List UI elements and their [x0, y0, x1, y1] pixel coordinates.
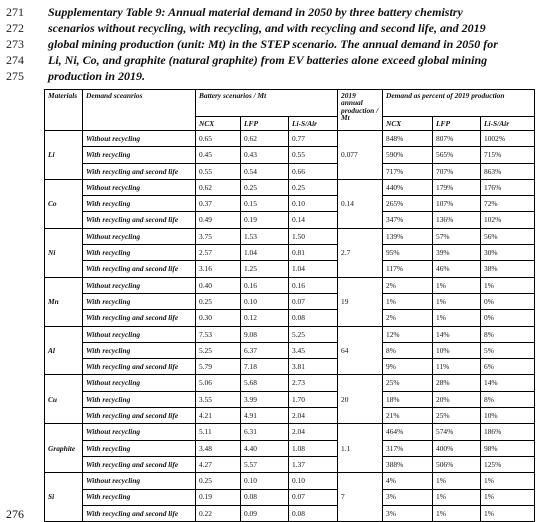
caption-line	[0, 68, 540, 84]
mt-value-cell: 9.08	[241, 326, 289, 342]
scenario-cell: With recycling and second life	[83, 456, 196, 472]
scenario-cell: With recycling	[83, 342, 196, 358]
header-lfp-pct: LFP	[433, 117, 481, 131]
percent-value-cell: 125%	[481, 456, 535, 472]
percent-value-cell: 136%	[433, 212, 481, 228]
mt-value-cell: 0.08	[289, 505, 338, 521]
percent-value-cell: 10%	[481, 408, 535, 424]
mt-value-cell: 0.81	[289, 245, 338, 261]
percent-value-cell: 46%	[433, 261, 481, 277]
caption-text: production in 2019.	[48, 69, 146, 83]
percent-value-cell: 807%	[433, 131, 481, 147]
percent-value-cell: 20%	[433, 391, 481, 407]
line-number: 274	[6, 53, 24, 67]
production-cell: 0.14	[338, 179, 383, 228]
scenario-cell: Without recycling	[83, 375, 196, 391]
mt-value-cell: 0.09	[241, 505, 289, 521]
scenario-cell: With recycling	[83, 489, 196, 505]
percent-value-cell: 1%	[433, 505, 481, 521]
percent-value-cell: 39%	[433, 245, 481, 261]
table-row	[45, 391, 535, 407]
mt-value-cell: 7.53	[196, 326, 241, 342]
percent-value-cell: 4%	[383, 473, 433, 489]
percent-value-cell: 707%	[433, 163, 481, 179]
scenario-cell: Without recycling	[83, 179, 196, 195]
percent-value-cell: 2%	[383, 310, 433, 326]
mt-value-cell: 0.25	[289, 179, 338, 195]
table-row	[45, 326, 535, 342]
production-cell: 1.1	[338, 424, 383, 473]
caption-line	[0, 52, 540, 68]
mt-value-cell: 5.79	[196, 359, 241, 375]
caption-text: global mining production (unit: Mt) in the STEP scenario. The annual demand in 2050 for	[48, 37, 498, 51]
percent-value-cell: 9%	[383, 359, 433, 375]
mt-value-cell: 3.45	[289, 342, 338, 358]
percent-value-cell: 102%	[481, 212, 535, 228]
mt-value-cell: 1.04	[241, 245, 289, 261]
percent-value-cell: 186%	[481, 424, 535, 440]
table-row	[45, 179, 535, 195]
percent-value-cell: 8%	[481, 391, 535, 407]
table-row	[45, 359, 535, 375]
table-row	[45, 342, 535, 358]
percent-value-cell: 347%	[383, 212, 433, 228]
mt-value-cell: 0.19	[196, 489, 241, 505]
table-row	[45, 310, 535, 326]
header-materials: Materials	[45, 90, 83, 131]
percent-value-cell: 265%	[383, 196, 433, 212]
mt-value-cell: 0.10	[241, 293, 289, 309]
caption-line	[0, 20, 540, 36]
mt-value-cell: 4.21	[196, 408, 241, 424]
percent-value-cell: 863%	[481, 163, 535, 179]
percent-value-cell: 176%	[481, 179, 535, 195]
mt-value-cell: 3.75	[196, 228, 241, 244]
percent-value-cell: 1%	[481, 473, 535, 489]
table-row	[45, 131, 535, 147]
scenario-cell: With recycling and second life	[83, 163, 196, 179]
percent-value-cell: 565%	[433, 147, 481, 163]
mt-value-cell: 7.18	[241, 359, 289, 375]
mt-value-cell: 2.73	[289, 375, 338, 391]
percent-value-cell: 28%	[433, 375, 481, 391]
percent-value-cell: 38%	[481, 261, 535, 277]
mt-value-cell: 0.45	[196, 147, 241, 163]
table-row	[45, 408, 535, 424]
scenario-cell: With recycling	[83, 147, 196, 163]
mt-value-cell: 6.31	[241, 424, 289, 440]
percent-value-cell: 57%	[433, 228, 481, 244]
percent-value-cell: 715%	[481, 147, 535, 163]
mt-value-cell: 0.10	[241, 473, 289, 489]
table-row	[45, 228, 535, 244]
material-cell: Li	[45, 131, 83, 180]
mt-value-cell: 2.04	[289, 408, 338, 424]
scenario-cell: Without recycling	[83, 473, 196, 489]
table-row	[45, 375, 535, 391]
mt-value-cell: 0.55	[289, 147, 338, 163]
mt-value-cell: 0.25	[241, 179, 289, 195]
production-cell: 0.077	[338, 131, 383, 180]
table-row	[45, 212, 535, 228]
material-cell: Al	[45, 326, 83, 375]
percent-value-cell: 3%	[383, 505, 433, 521]
percent-value-cell: 440%	[383, 179, 433, 195]
percent-value-cell: 1%	[383, 293, 433, 309]
table-row	[45, 196, 535, 212]
caption-text: Li, Ni, Co, and graphite (natural graphite) from EV batteries alone exceed global mining	[48, 53, 488, 67]
percent-value-cell: 464%	[383, 424, 433, 440]
production-cell: 64	[338, 326, 383, 375]
mt-value-cell: 1.37	[289, 456, 338, 472]
scenario-cell: Without recycling	[83, 277, 196, 293]
percent-value-cell: 1%	[433, 277, 481, 293]
scenario-cell: With recycling and second life	[83, 310, 196, 326]
mt-value-cell: 0.19	[241, 212, 289, 228]
mt-value-cell: 0.30	[196, 310, 241, 326]
mt-value-cell: 0.62	[241, 131, 289, 147]
scenario-cell: With recycling	[83, 293, 196, 309]
mt-value-cell: 0.16	[241, 277, 289, 293]
percent-value-cell: 18%	[383, 391, 433, 407]
percent-value-cell: 0%	[481, 310, 535, 326]
percent-value-cell: 179%	[433, 179, 481, 195]
percent-value-cell: 1%	[481, 277, 535, 293]
header-production-2019: 2019 annual production / Mt	[338, 90, 383, 131]
table-row	[45, 456, 535, 472]
table-row	[45, 293, 535, 309]
mt-value-cell: 6.37	[241, 342, 289, 358]
mt-value-cell: 5.68	[241, 375, 289, 391]
header-lfp-mt: LFP	[241, 117, 289, 131]
production-cell: 20	[338, 375, 383, 424]
mt-value-cell: 1.53	[241, 228, 289, 244]
mt-value-cell: 0.54	[241, 163, 289, 179]
mt-value-cell: 0.08	[289, 310, 338, 326]
percent-value-cell: 107%	[433, 196, 481, 212]
line-number: 271	[6, 5, 24, 19]
caption-text: scenarios without recycling, with recycling, and with recycling and second life, and 2019	[48, 21, 486, 35]
production-cell: 2.7	[338, 228, 383, 277]
mt-value-cell: 0.25	[196, 473, 241, 489]
scenario-cell: With recycling	[83, 196, 196, 212]
table-row	[45, 245, 535, 261]
scenario-cell: Without recycling	[83, 131, 196, 147]
mt-value-cell: 0.37	[196, 196, 241, 212]
mt-value-cell: 0.16	[289, 277, 338, 293]
caption-text: Supplementary Table 9: Annual material demand in 2050 by three battery chemistry	[48, 5, 463, 19]
mt-value-cell: 0.25	[196, 293, 241, 309]
mt-value-cell: 0.07	[289, 293, 338, 309]
line-number: 273	[6, 37, 24, 51]
table-row	[45, 440, 535, 456]
percent-value-cell: 21%	[383, 408, 433, 424]
percent-value-cell: 1%	[433, 310, 481, 326]
table-row	[45, 277, 535, 293]
mt-value-cell: 0.15	[241, 196, 289, 212]
mt-value-cell: 0.10	[289, 196, 338, 212]
percent-value-cell: 1%	[433, 473, 481, 489]
material-cell: Mn	[45, 277, 83, 326]
percent-value-cell: 1%	[433, 489, 481, 505]
table-row	[45, 489, 535, 505]
mt-value-cell: 1.04	[289, 261, 338, 277]
table-row	[45, 473, 535, 489]
percent-value-cell: 139%	[383, 228, 433, 244]
percent-value-cell: 1%	[433, 293, 481, 309]
mt-value-cell: 0.12	[241, 310, 289, 326]
mt-value-cell: 0.14	[289, 212, 338, 228]
mt-value-cell: 1.08	[289, 440, 338, 456]
mt-value-cell: 5.25	[289, 326, 338, 342]
mt-value-cell: 1.50	[289, 228, 338, 244]
mt-value-cell: 0.22	[196, 505, 241, 521]
percent-value-cell: 2%	[383, 277, 433, 293]
mt-value-cell: 5.06	[196, 375, 241, 391]
mt-value-cell: 0.65	[196, 131, 241, 147]
mt-value-cell: 0.66	[289, 163, 338, 179]
line-number-276: 276	[6, 507, 24, 521]
table-row	[45, 261, 535, 277]
percent-value-cell: 400%	[433, 440, 481, 456]
mt-value-cell: 1.70	[289, 391, 338, 407]
caption-line	[0, 36, 540, 52]
scenario-cell: Without recycling	[83, 326, 196, 342]
mt-value-cell: 0.43	[241, 147, 289, 163]
production-cell: 7	[338, 473, 383, 522]
scenario-cell: With recycling	[83, 391, 196, 407]
header-ncx-mt: NCX	[196, 117, 241, 131]
percent-value-cell: 12%	[383, 326, 433, 342]
percent-value-cell: 14%	[433, 326, 481, 342]
mt-value-cell: 5.57	[241, 456, 289, 472]
material-demand-table	[44, 89, 535, 522]
mt-value-cell: 1.25	[241, 261, 289, 277]
percent-value-cell: 56%	[481, 228, 535, 244]
header-demand-scenarios: Demand sceanrios	[83, 90, 196, 131]
percent-value-cell: 1%	[481, 489, 535, 505]
material-cell: Si	[45, 473, 83, 522]
mt-value-cell: 3.48	[196, 440, 241, 456]
scenario-cell: With recycling and second life	[83, 359, 196, 375]
percent-value-cell: 95%	[383, 245, 433, 261]
percent-value-cell: 848%	[383, 131, 433, 147]
percent-value-cell: 1002%	[481, 131, 535, 147]
mt-value-cell: 3.99	[241, 391, 289, 407]
mt-value-cell: 4.40	[241, 440, 289, 456]
scenario-cell: With recycling and second life	[83, 505, 196, 521]
scenario-cell: With recycling and second life	[83, 408, 196, 424]
percent-value-cell: 8%	[383, 342, 433, 358]
percent-value-cell: 14%	[481, 375, 535, 391]
percent-value-cell: 11%	[433, 359, 481, 375]
material-cell: Ni	[45, 228, 83, 277]
header-row	[45, 90, 535, 117]
scenario-cell: With recycling	[83, 245, 196, 261]
header-battery-scenarios: Battery scenarios / Mt	[196, 90, 338, 117]
percent-value-cell: 10%	[433, 342, 481, 358]
percent-value-cell: 1%	[481, 505, 535, 521]
percent-value-cell: 25%	[433, 408, 481, 424]
percent-value-cell: 574%	[433, 424, 481, 440]
percent-value-cell: 317%	[383, 440, 433, 456]
percent-value-cell: 72%	[481, 196, 535, 212]
scenario-cell: With recycling and second life	[83, 212, 196, 228]
table-row	[45, 424, 535, 440]
mt-value-cell: 0.55	[196, 163, 241, 179]
header-lis-pct: Li-S/Air	[481, 117, 535, 131]
material-cell: Co	[45, 179, 83, 228]
mt-value-cell: 0.07	[289, 489, 338, 505]
mt-value-cell: 0.10	[289, 473, 338, 489]
mt-value-cell: 0.08	[241, 489, 289, 505]
percent-value-cell: 30%	[481, 245, 535, 261]
mt-value-cell: 5.25	[196, 342, 241, 358]
percent-value-cell: 388%	[383, 456, 433, 472]
mt-value-cell: 4.27	[196, 456, 241, 472]
line-number: 272	[6, 21, 24, 35]
percent-value-cell: 0%	[481, 293, 535, 309]
mt-value-cell: 3.55	[196, 391, 241, 407]
percent-value-cell: 3%	[383, 489, 433, 505]
scenario-cell: With recycling and second life	[83, 261, 196, 277]
table-row	[45, 147, 535, 163]
caption-line	[0, 4, 540, 20]
percent-value-cell: 117%	[383, 261, 433, 277]
percent-value-cell: 8%	[481, 326, 535, 342]
percent-value-cell: 590%	[383, 147, 433, 163]
percent-value-cell: 6%	[481, 359, 535, 375]
mt-value-cell: 5.11	[196, 424, 241, 440]
mt-value-cell: 0.40	[196, 277, 241, 293]
scenario-cell: Without recycling	[83, 228, 196, 244]
percent-value-cell: 5%	[481, 342, 535, 358]
header-ncx-pct: NCX	[383, 117, 433, 131]
table-row	[45, 505, 535, 521]
scenario-cell: With recycling	[83, 440, 196, 456]
percent-value-cell: 25%	[383, 375, 433, 391]
scenario-cell: Without recycling	[83, 424, 196, 440]
header-demand-percent: Demand as percent of 2019 production	[383, 90, 535, 117]
percent-value-cell: 717%	[383, 163, 433, 179]
production-cell: 19	[338, 277, 383, 326]
mt-value-cell: 0.49	[196, 212, 241, 228]
header-lis-mt: Li-S/Air	[289, 117, 338, 131]
mt-value-cell: 2.57	[196, 245, 241, 261]
mt-value-cell: 0.77	[289, 131, 338, 147]
mt-value-cell: 2.04	[289, 424, 338, 440]
mt-value-cell: 0.62	[196, 179, 241, 195]
percent-value-cell: 98%	[481, 440, 535, 456]
material-cell: Graphite	[45, 424, 83, 473]
material-cell: Cu	[45, 375, 83, 424]
table-row	[45, 163, 535, 179]
percent-value-cell: 506%	[433, 456, 481, 472]
mt-value-cell: 3.16	[196, 261, 241, 277]
mt-value-cell: 4.91	[241, 408, 289, 424]
line-number: 275	[6, 69, 24, 83]
mt-value-cell: 3.81	[289, 359, 338, 375]
